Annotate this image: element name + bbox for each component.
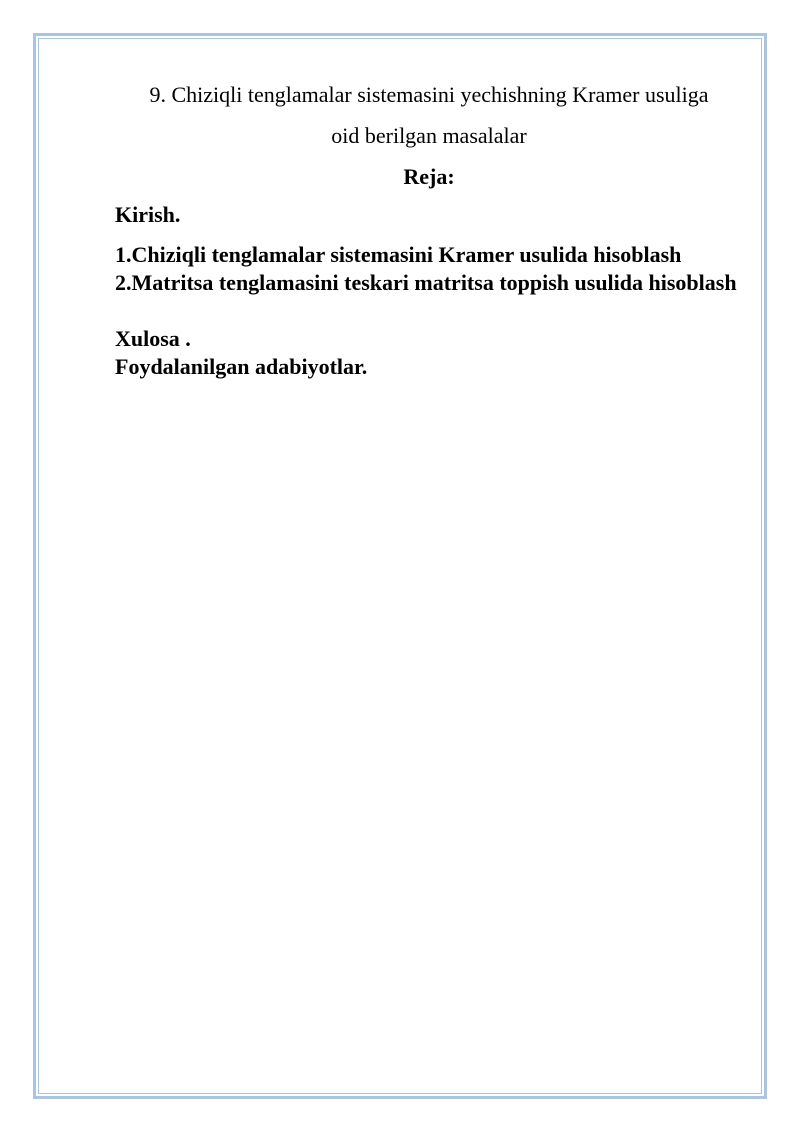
plan-item-2: 2.Matritsa tenglamasini teskari matritsa toppish usulida hisoblash bbox=[115, 270, 737, 295]
plan-heading: Reja: bbox=[403, 164, 455, 189]
plan-item-1: 1.Chiziqli tenglamalar sistemasini Kramer usulida hisoblash bbox=[115, 242, 682, 267]
plan-list bbox=[115, 241, 743, 297]
references-item: Foydalanilgan adabiyotlar. bbox=[115, 354, 368, 379]
page-content bbox=[115, 74, 743, 381]
intro-item: Kirish. bbox=[115, 202, 181, 227]
title-line-2: oid berilgan masalalar bbox=[331, 123, 527, 148]
conclusion-item: Xulosa . bbox=[115, 326, 191, 351]
document-title bbox=[115, 74, 743, 156]
title-line-1: 9. Chiziqli tenglamalar sistemasini yechishning Kramer usuliga bbox=[149, 82, 709, 107]
